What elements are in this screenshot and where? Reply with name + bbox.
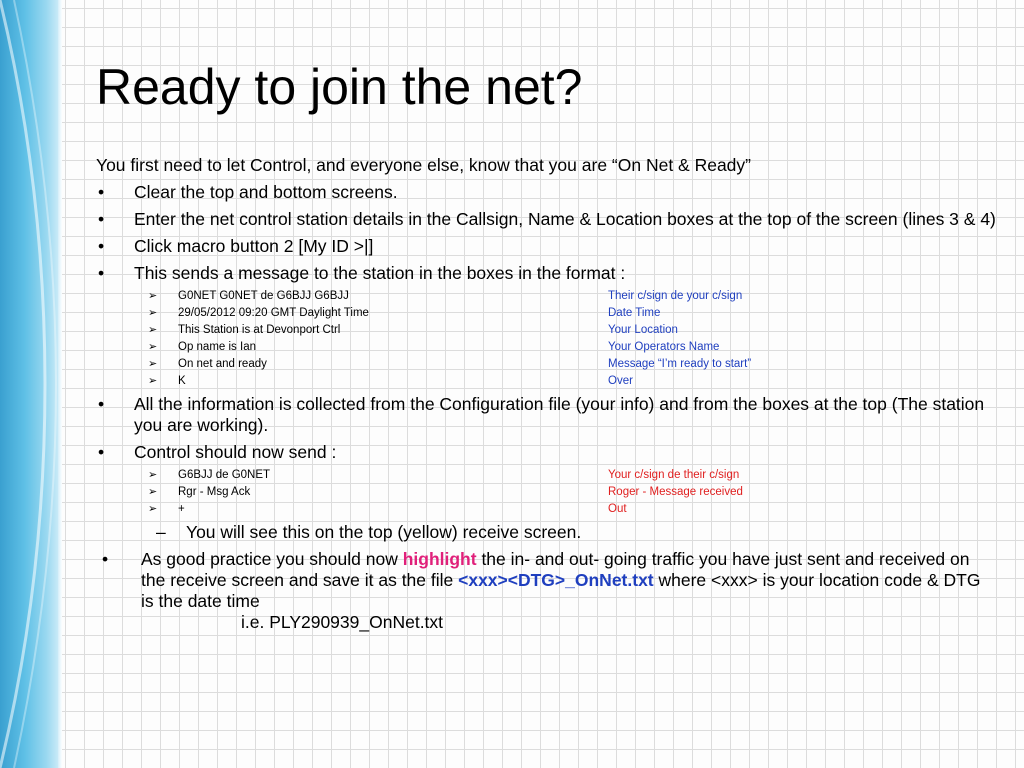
arrow-bullet-icon: ➢ bbox=[148, 324, 158, 336]
reply-line: ➢ + Out bbox=[96, 501, 996, 518]
arrow-bullet-icon: ➢ bbox=[148, 307, 158, 319]
bullet-info-collected: • All the information is collected from the Configuration file (your info) and from the boxes at the top (The station you are working). bbox=[98, 394, 985, 435]
arrow-bullet-icon: ➢ bbox=[148, 290, 158, 302]
reply-line: ➢ Rgr - Msg Ack Roger - Message received bbox=[96, 484, 996, 501]
filename-example: i.e. PLY290939_OnNet.txt bbox=[241, 612, 444, 632]
bullet-clear-screens: • Clear the top and bottom screens. bbox=[98, 182, 398, 202]
format-line: ➢ K Over bbox=[96, 373, 996, 390]
dash-item-receive-screen: – You will see this on the top (yellow) receive screen. bbox=[156, 522, 582, 542]
format-line: ➢ 29/05/2012 09:20 GMT Daylight Time Date Time bbox=[96, 305, 996, 322]
reply-line: ➢ G6BJJ de G0NET Your c/sign de their c/sign bbox=[96, 467, 996, 484]
arrow-bullet-icon: ➢ bbox=[148, 469, 158, 481]
control-reply-list bbox=[96, 467, 996, 518]
arrow-bullet-icon: ➢ bbox=[148, 358, 158, 370]
slide-title: Ready to join the net? bbox=[96, 59, 583, 115]
arrow-bullet-icon: ➢ bbox=[148, 503, 158, 515]
bullet-sends-message: • This sends a message to the station in the boxes in the format : bbox=[98, 263, 626, 283]
format-line: ➢ On net and ready Message “I’m ready to start” bbox=[96, 356, 996, 373]
bullet-good-practice: • As good practice you should now highlight the in- and out- going traffic you have just sent and received on the receive screen and save it as the file <xxx><DTG>_OnNet.txt where <xxx> is your location code & DTG is the date time i.e. PLY290939_OnNet.txt bbox=[96, 549, 996, 633]
filename-format: <xxx><DTG>_OnNet.txt bbox=[458, 570, 654, 590]
arrow-bullet-icon: ➢ bbox=[148, 341, 158, 353]
bullet-click-macro: • Click macro button 2 [My ID >|] bbox=[98, 236, 374, 256]
format-line: ➢ Op name is Ian Your Operators Name bbox=[96, 339, 996, 356]
format-line: ➢ G0NET G0NET de G6BJJ G6BJJ Their c/sign de your c/sign bbox=[96, 288, 996, 305]
slide-body bbox=[96, 155, 996, 633]
arrow-bullet-icon: ➢ bbox=[148, 375, 158, 387]
intro-text: You first need to let Control, and everyone else, know that you are “On Net & Ready” bbox=[96, 155, 751, 175]
format-line: ➢ This Station is at Devonport Ctrl Your Location bbox=[96, 322, 996, 339]
bullet-enter-details: • Enter the net control station details in the Callsign, Name & Location boxes at the top of the screen (lines 3 & 4) bbox=[98, 209, 996, 229]
arrow-bullet-icon: ➢ bbox=[148, 486, 158, 498]
message-format-list bbox=[96, 288, 996, 390]
highlight-word: highlight bbox=[402, 549, 477, 569]
decorative-swoosh bbox=[0, 0, 80, 768]
bullet-control-send: • Control should now send : bbox=[98, 442, 337, 462]
